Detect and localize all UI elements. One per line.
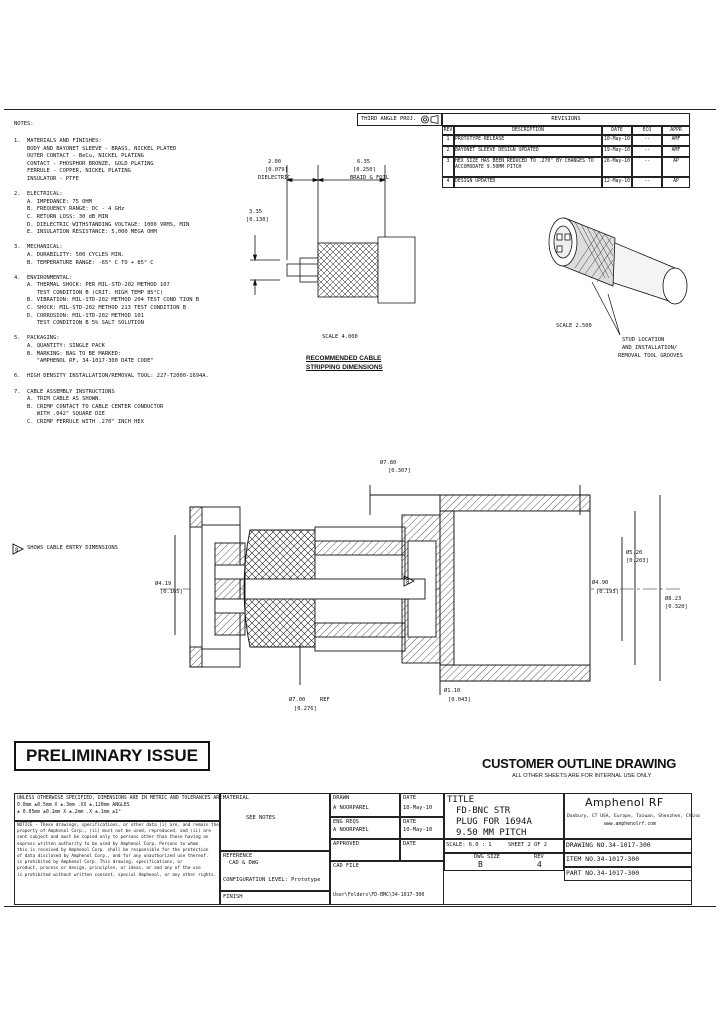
- strip-dim-2-inch: [0.079]: [265, 167, 288, 173]
- revision-header: DATE: [611, 127, 623, 133]
- approved-date-label: DATE: [403, 841, 416, 847]
- revision-cell-text: AP: [673, 159, 679, 164]
- revision-cell-text: HEX SIZE HAS BEEN REDUCED TO .270" BY CHANGES TO ACCOMODATE 9.50MM PITCH: [455, 159, 594, 170]
- strip-dim-335-inch: [0.130]: [246, 217, 269, 223]
- revision-cell-text: --: [644, 159, 650, 164]
- revision-cell-text: --: [644, 179, 650, 184]
- strip-dim-335: 3.35: [249, 209, 262, 215]
- note-line: [14, 381, 209, 389]
- strip-caption-2: STRIPPING DIMENSIONS: [306, 364, 383, 371]
- main-dim-r3-inch: [0.320]: [665, 604, 688, 610]
- revision-cell-text: --: [644, 148, 650, 153]
- frame-top-line: [4, 109, 716, 110]
- revision-cell-text: AMF: [671, 137, 681, 142]
- notes-list: [14, 138, 209, 427]
- main-dim-top: Ø7.80: [380, 460, 397, 466]
- reference-value: CAD & DWG: [229, 860, 259, 866]
- note-line: B. TEMPERATURE RANGE: -65° C TO + 85° C: [14, 259, 154, 266]
- material-value: SEE NOTES: [246, 815, 276, 821]
- notice-line: product, process or design, principles, or ideas, or and any of the use: [17, 866, 201, 872]
- eng-date-label: DATE: [403, 819, 416, 825]
- note-line: 4. ENVIRONMENTAL:: [14, 274, 73, 281]
- eng-value: A NOORPAREL: [333, 827, 369, 833]
- iso-callout-2: AND INSTALLATION/: [622, 345, 678, 351]
- note-line: A. DURABILITY: 500 CYCLES MIN.: [14, 251, 125, 258]
- note-line: [14, 237, 209, 245]
- main-dim-r3: Ø8.23: [665, 596, 682, 602]
- revision-cell-text: 10-May-10: [604, 137, 630, 142]
- notice-text: [17, 823, 219, 879]
- notice-line: of data disclosed by Amphenol Corp., and for any unauthorized use thereof.: [17, 854, 209, 860]
- notice-line: express written authority to be used by Amphenol Corp. Persons to whom: [17, 841, 199, 847]
- scale-value: SCALE: 6.0 : 1: [446, 842, 492, 848]
- third-angle-label: THIRD ANGLE PROJ.: [361, 116, 417, 122]
- note-line: A. TRIM CABLE AS SHOWN.: [14, 396, 102, 403]
- material-label: MATERIAL: [223, 795, 249, 801]
- iso-callout-1: STUD LOCATION: [622, 337, 665, 343]
- iso-leader-line: [590, 280, 630, 340]
- strip-dim-2-label: DIELECTRIC: [258, 175, 291, 181]
- title-label: TITLE: [447, 795, 475, 805]
- main-dim-top-inch: [0.307]: [388, 468, 411, 474]
- revision-header: DESCRIPTION: [512, 127, 544, 133]
- main-dim-b1: Ø7.00: [289, 697, 306, 703]
- revision-cell-text: 2: [446, 148, 450, 153]
- main-dim-r2: Ø4.90: [592, 580, 609, 586]
- main-flag-triangle: [403, 575, 415, 587]
- note-line: "AMPHENOL RF, 34-1017-300 DATE CODE": [14, 358, 154, 365]
- tolerance-line-3: ± 0.05mm ±0.1mm X ±.2mm .X ±.1mm ±1°: [17, 810, 121, 815]
- company-address: Danbury, CT USA, Europe, Taiwan, Shenzhen, China: [567, 814, 700, 819]
- title-block: [14, 793, 700, 905]
- rev-label: REV: [534, 854, 544, 860]
- note-line: C. RETURN LOSS: 30 dB MIN: [14, 213, 109, 220]
- customer-outline-title: CUSTOMER OUTLINE DRAWING: [482, 756, 677, 771]
- main-dim-left: Ø4.19: [155, 581, 172, 587]
- revision-cell-text: 4: [446, 179, 450, 184]
- revision-cell-text: 1: [446, 137, 450, 142]
- note-line: 3. MECHANICAL:: [14, 244, 63, 251]
- strip-dim-635-inch: [0.250]: [353, 167, 376, 173]
- eng-label: ENG REQS: [333, 819, 359, 825]
- cable-stripping-diagram: [240, 155, 420, 385]
- note-line: [14, 366, 209, 374]
- revision-cell-text: 26-May-10: [604, 159, 630, 164]
- revision-header: ECO: [642, 127, 652, 133]
- note-line: A. THERMAL SHOCK: PER MIL-STD-202 METHOD 107: [14, 282, 170, 289]
- main-dim-left-inch: [0.165]: [160, 589, 183, 595]
- notice-line: property of Amphenol Corp., (ii) must not be used, reproduced, and (ii) are: [17, 829, 212, 835]
- note-line: FERRULE - COPPER, NICKEL PLATING: [14, 168, 131, 175]
- note-line: D. DIELECTRIC WITHSTANDING VOLTAGE: 1000 VRMS, MIN: [14, 221, 190, 228]
- note-flag-number: 8: [15, 547, 19, 554]
- note-line: TEST CONDITION B (CRIT. HIGH TEMP 85°C): [14, 289, 164, 296]
- note-line: B. VIBRATION: MIL-STD-202 METHOD 204 TEST COND TION B: [14, 297, 199, 304]
- tolerance-line-1: UNLESS OTHERWISE SPECIFIED, DIMENSIONS ARE IN METRIC AND TOLERANCES ARE:: [17, 796, 225, 801]
- notes-heading: NOTES:: [14, 121, 34, 127]
- main-dim-b1-ref: REF: [320, 697, 330, 703]
- drawn-date: 10-May-10: [403, 805, 433, 811]
- eng-date: 10-May-10: [403, 827, 433, 833]
- sheet-value: SHEET 2 OF 2: [508, 842, 547, 848]
- note-line: 1. MATERIALS AND FINISHES:: [14, 138, 102, 144]
- note-flag-triangle: [12, 543, 24, 555]
- part-number: PART NO.34-1017-300: [566, 869, 640, 877]
- note-line: B. CRIMP CONTACT TO CABLE CENTER CONDUCTOR: [14, 403, 164, 410]
- preliminary-issue-stamp: PRELIMINARY ISSUE: [14, 741, 210, 771]
- note-line: BODY AND BAYONET SLEEVE - BRASS, NICKEL PLATED: [14, 145, 177, 152]
- note-line: B. FREQUENCY RANGE: DC - 4 GHz: [14, 206, 125, 213]
- item-number: ITEM NO.34-1017-300: [566, 855, 640, 863]
- note-line: OUTER CONTACT - BeCu, NICKEL PLATING: [14, 153, 144, 160]
- title-line-3: 9.50 MM PITCH: [456, 828, 527, 838]
- revision-cell-text: 12-May-10: [604, 179, 630, 184]
- note-line: CONTACT - PHOSPHOR BRONZE, GOLD PLATING: [14, 160, 154, 167]
- strip-scale: SCALE 4.000: [322, 334, 358, 340]
- note-8-text: SHOWS CABLE ENTRY DIMENSIONS: [27, 545, 118, 551]
- note-line: A. QUANTITY: SINGLE PACK: [14, 343, 105, 350]
- revision-cell-text: 3: [446, 159, 450, 164]
- revision-header: APPR: [670, 127, 682, 133]
- note-line: [14, 267, 209, 275]
- title-line-2: PLUG FOR 1694A: [456, 817, 532, 827]
- notice-line: NOTICE - These drawings, specifications, or other data (i) are, and remain the: [17, 823, 219, 828]
- notice-line: is prohibited without written consent, special Amphenol, or any other rights.: [17, 872, 217, 878]
- revisions-title: REVISIONS: [551, 116, 581, 122]
- note-line: E. INSULATION RESISTANCE: 5,000 MEGA OHM: [14, 229, 157, 236]
- iso-callout-3: REMOVAL TOOL GROOVES: [618, 353, 683, 359]
- revision-cell-text: AP: [673, 179, 679, 184]
- drawn-value: A NOORPAREL: [333, 805, 369, 811]
- config-level: CONFIGURATION LEVEL: Prototype: [223, 877, 321, 883]
- revision-header: REV: [443, 127, 453, 133]
- iso-scale: SCALE 2.500: [556, 323, 592, 329]
- note-line: 2. ELECTRICAL:: [14, 191, 63, 198]
- note-line: 7. CABLE ASSEMBLY INSTRUCTIONS: [14, 388, 115, 395]
- cad-file-label: CAD FILE: [333, 863, 359, 869]
- note-line: D. CORROSION: MIL-STD-202 METHOD 101: [14, 312, 144, 319]
- drawn-label: DRAWN: [333, 795, 350, 801]
- note-line: INSULATOR - PTFE: [14, 175, 79, 182]
- cad-file-value: User\Folders\FD-BMC\34-1017-300: [333, 892, 425, 898]
- dwg-size-label: DWG SIZE: [474, 854, 500, 860]
- revision-cell-text: AMF: [671, 148, 681, 153]
- company-website: www.amphenolrf.com: [604, 822, 656, 827]
- strip-caption-1: RECOMMENDED CABLE: [306, 355, 382, 362]
- main-dim-r1: Ø5.20: [626, 550, 643, 556]
- note-line: TEST CONDITION B 5% SALT SOLUTION: [14, 320, 144, 327]
- main-dim-b2-inch: [0.043]: [448, 697, 471, 703]
- finish-label: FINISH: [223, 894, 243, 900]
- revision-cell-text: --: [644, 137, 650, 142]
- note-line: 6. HIGH DENSITY INSTALLATION/REMOVAL TOOL: 227-T2000-1694A.: [14, 373, 209, 380]
- customer-outline-subtitle: ALL OTHER SHEETS ARE FOR INTERNAL USE ONLY: [512, 773, 652, 779]
- revision-cell-text: BAYONET SLEEVE DESIGN UPDATED: [455, 148, 539, 153]
- projection-symbol-icon: [420, 114, 440, 125]
- strip-dim-635-label: BRAID & FOIL: [350, 175, 389, 181]
- title-line-1: FD-BNC STR: [456, 806, 511, 816]
- main-flag-number: 8: [406, 579, 410, 586]
- notice-line: sent subject and must be copied only to persons other than those having an: [17, 835, 209, 841]
- strip-dim-2: 2.00: [268, 159, 281, 165]
- revision-cell-text: PROTOTYPE RELEASE: [455, 137, 505, 142]
- revision-table: [442, 113, 690, 209]
- main-dim-r1-inch: [0.203]: [626, 558, 649, 564]
- note-line: C. SHOCK: MIL-STD-202 METHOD 213 TEST CONDITION B: [14, 305, 187, 312]
- approved-label: APPROVED: [333, 841, 359, 847]
- strip-dim-635: 6.35: [357, 159, 370, 165]
- drawing-number: DRAWING NO.34-1017-300: [566, 841, 651, 849]
- note-line: WITH .042" SQUARE DIE: [14, 411, 105, 418]
- notice-line: this is received by Amphenol Corp. shall be responsible for the protection: [17, 847, 209, 853]
- note-line: [14, 328, 209, 336]
- reference-label: REFERENCE: [223, 853, 253, 859]
- note-line: C. CRIMP FERRULE WITH .270" INCH HEX: [14, 418, 144, 425]
- dwg-size-value: B: [478, 860, 483, 869]
- main-dim-b2: Ø1.10: [444, 688, 461, 694]
- note-line: B. MARKING: BAG TO BE MARKED:: [14, 350, 122, 357]
- frame-bottom-line: [4, 906, 716, 907]
- revision-cell-text: DESIGN UPDATED: [455, 179, 496, 184]
- revision-cell-text: 19-May-10: [604, 148, 630, 153]
- main-dim-r2-inch: [0.193]: [596, 589, 619, 595]
- main-dim-b1-inch: [0.276]: [294, 706, 317, 712]
- rev-value: 4: [537, 860, 542, 869]
- notice-line: is prohibited by Amphenol Corp. This drawing, specifications, or: [17, 860, 183, 866]
- note-line: A. IMPEDANCE: 75 OHM: [14, 198, 92, 205]
- note-line: 5. PACKAGING:: [14, 335, 60, 342]
- drawn-date-label: DATE: [403, 795, 416, 801]
- tolerance-line-2: 0.0mm ±0.5mm X ±.3mm .XX ±.120mm ANGLES: [17, 803, 130, 808]
- company-name: Amphenol RF: [585, 796, 664, 809]
- note-line: [14, 184, 209, 192]
